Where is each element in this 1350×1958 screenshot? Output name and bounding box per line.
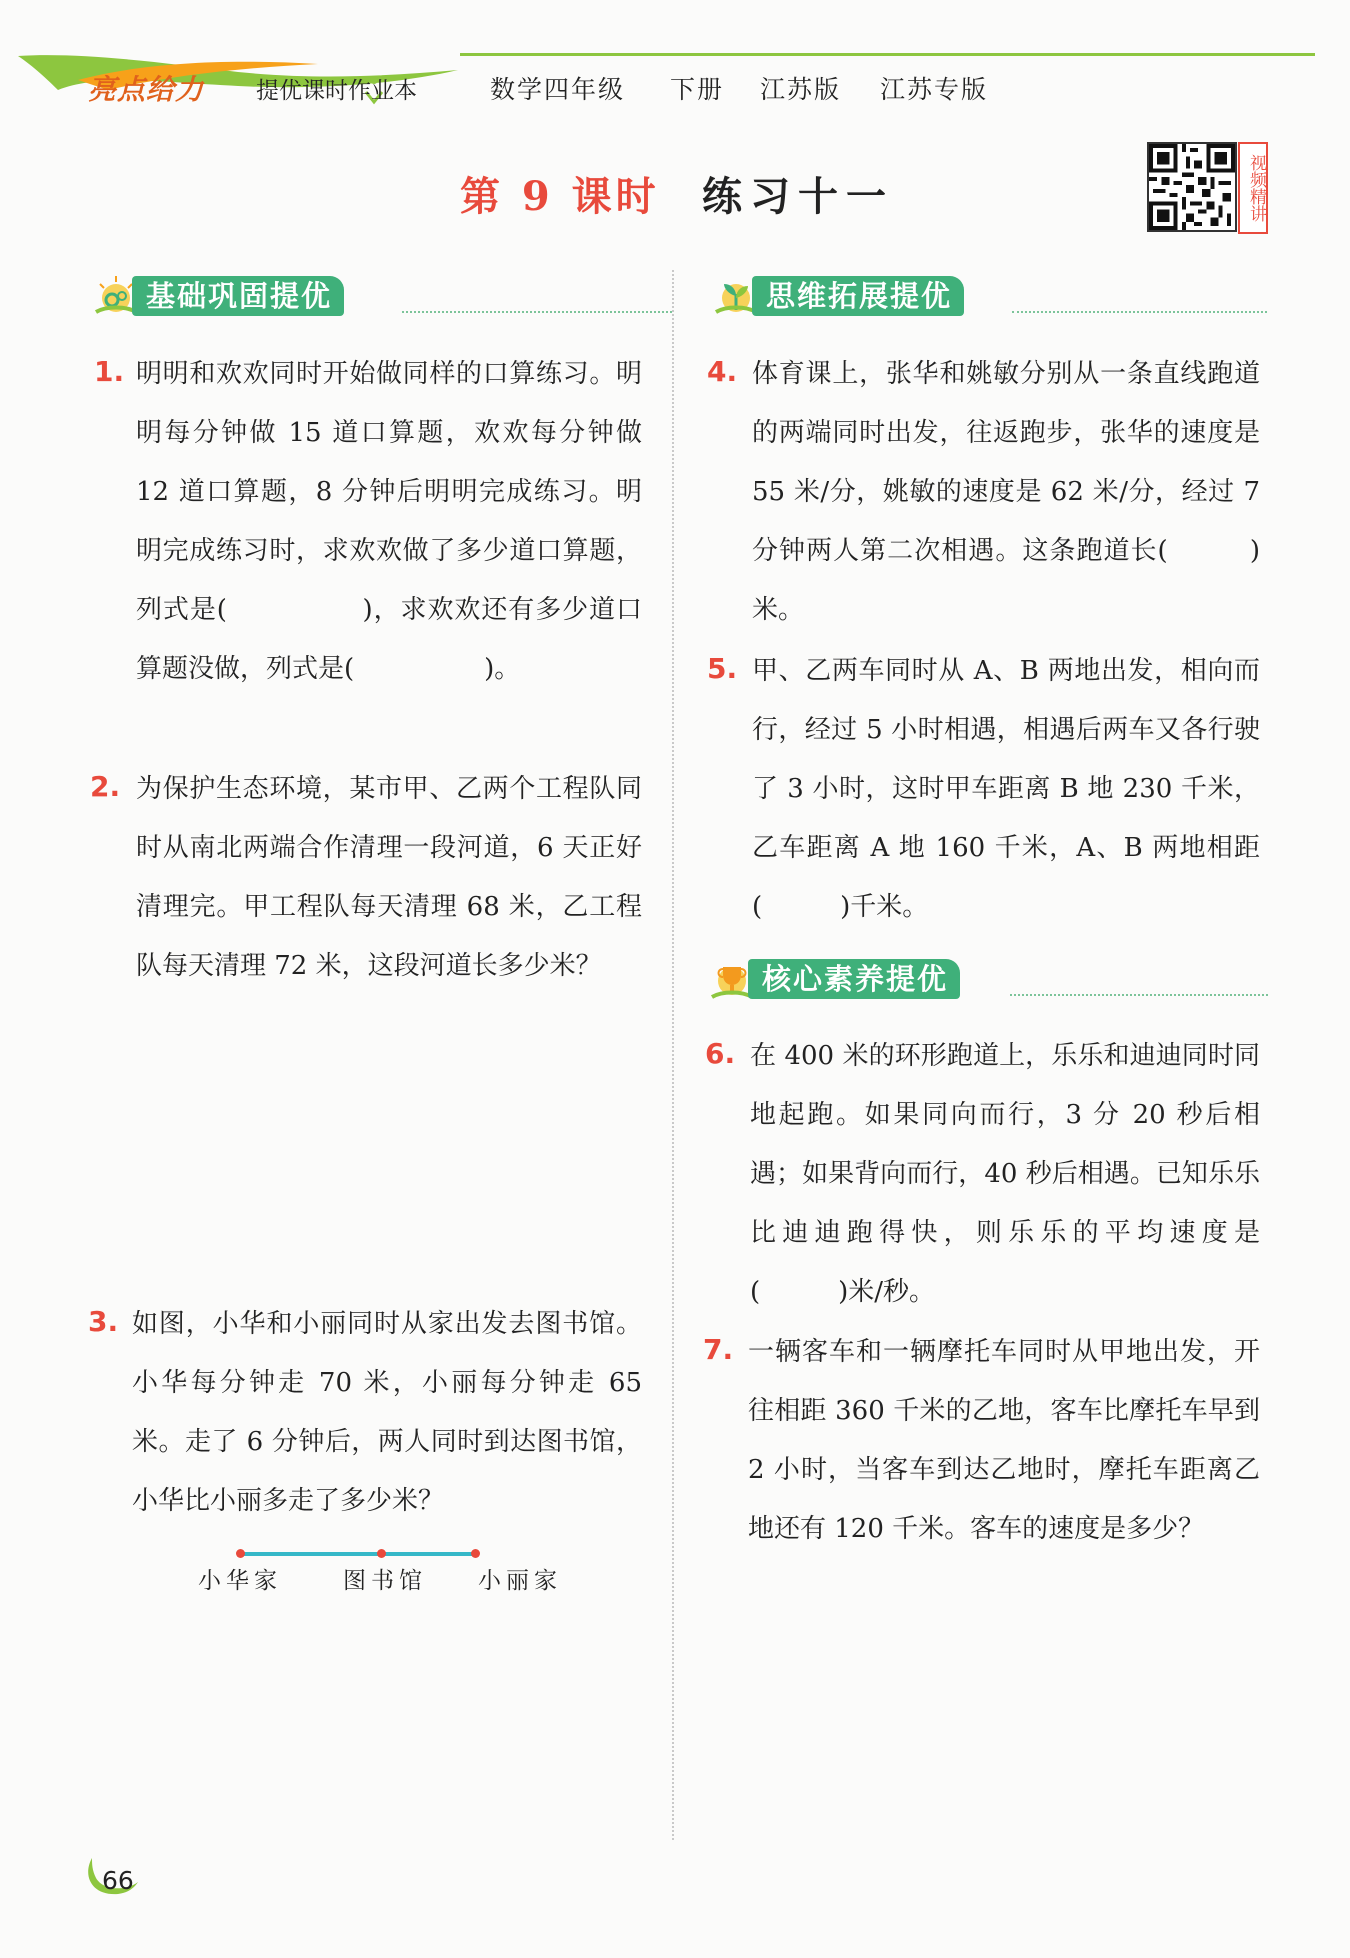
- qr-code-icon[interactable]: [1147, 142, 1237, 232]
- page-header: [18, 50, 1333, 120]
- diagram-label-right: 小丽家: [478, 1568, 562, 1594]
- section-basic-title: 基础巩固提优: [132, 276, 344, 316]
- section-divider: [1012, 311, 1267, 313]
- question-6: 在 400 米的环形跑道上，乐乐和迪迪同时同地起跑。如果同向而行，3 分 20 秒后相遇；如果背向而行，40 秒后相遇。已知乐乐比迪迪跑得快，则乐乐的平均速度是( )米/秒。: [750, 1041, 1260, 1307]
- question-number: 3.: [88, 1305, 119, 1338]
- section-thinking: [712, 272, 1267, 316]
- question-1: 明明和欢欢同时开始做同样的口算练习。明明每分钟做 15 道口算题，欢欢每分钟做 12 道口算题，8 分钟后明明完成练习。明明完成练习时，求欢欢做了多少道口算题，列式是( )，求欢欢还有多少道口算题没做，列式是( )。: [136, 359, 642, 684]
- section-divider: [402, 311, 672, 313]
- header-divider: [460, 53, 1315, 56]
- section-basic: [92, 272, 682, 316]
- question-3: 如图，小华和小丽同时从家出发去图书馆。小华每分钟走 70 米，小丽每分钟走 65 米。走了 6 分钟后，两人同时到达图书馆，小华比小丽多走了多少米？: [132, 1309, 642, 1516]
- question-number: 5.: [707, 652, 738, 685]
- question-number: 1.: [94, 355, 125, 388]
- subject-label: 数学四年级: [490, 75, 626, 104]
- question-number: 6.: [705, 1037, 736, 1070]
- page-number: 66: [102, 1866, 134, 1895]
- video-explain-label: 视频精讲: [1238, 142, 1268, 234]
- edition-label: 江苏版: [760, 75, 842, 104]
- route-point-right: [471, 1549, 480, 1558]
- question-7: 一辆客车和一辆摩托车同时从甲地出发，开往相距 360 千米的乙地，客车比摩托车早到 2 小时，当客车到达乙地时，摩托车距离乙地还有 120 千米。客车的速度是多少？: [748, 1337, 1260, 1544]
- question-number: 7.: [703, 1333, 734, 1366]
- section-core-title: 核心素养提优: [748, 959, 960, 999]
- question-number: 4.: [707, 355, 738, 388]
- diagram-label-middle: 图书馆: [343, 1568, 427, 1594]
- brand-name: 亮点给力: [88, 73, 205, 106]
- route-point-middle: [377, 1549, 386, 1558]
- question-5: 甲、乙两车同时从 A、B 两地出发，相向而行，经过 5 小时相遇，相遇后两车又各行驶了 3 小时，这时甲车距离 B 地 230 千米，乙车距离 A 地 160 千米，A、B 两地相距( )千米。: [752, 656, 1260, 922]
- column-separator: [672, 270, 674, 1840]
- route-point-left: [236, 1549, 245, 1558]
- route-line: [240, 1552, 476, 1556]
- section-divider: [1010, 994, 1268, 996]
- diagram-label-left: 小华家: [198, 1568, 282, 1594]
- section-thinking-title: 思维拓展提优: [752, 276, 964, 316]
- lesson-title: 练习十一: [702, 173, 894, 220]
- question-2: 为保护生态环境，某市甲、乙两个工程队同时从南北两端合作清理一段河道，6 天正好清理完。甲工程队每天清理 68 米，乙工程队每天清理 72 米，这段河道长多少米？: [136, 774, 642, 981]
- volume-label: 下册: [670, 75, 725, 104]
- series-name: 提优课时作业本: [256, 78, 417, 104]
- lesson-number: 第 9 课时: [460, 173, 660, 220]
- question-4: 体育课上，张华和姚敏分别从一条直线跑道的两端同时出发，往返跑步，张华的速度是 55 米/分，姚敏的速度是 62 米/分，经过 7 分钟两人第二次相遇。这条跑道长( )米。: [752, 359, 1260, 625]
- section-core: [708, 955, 1268, 999]
- special-edition-label: 江苏专版: [880, 75, 989, 104]
- question-number: 2.: [90, 770, 121, 803]
